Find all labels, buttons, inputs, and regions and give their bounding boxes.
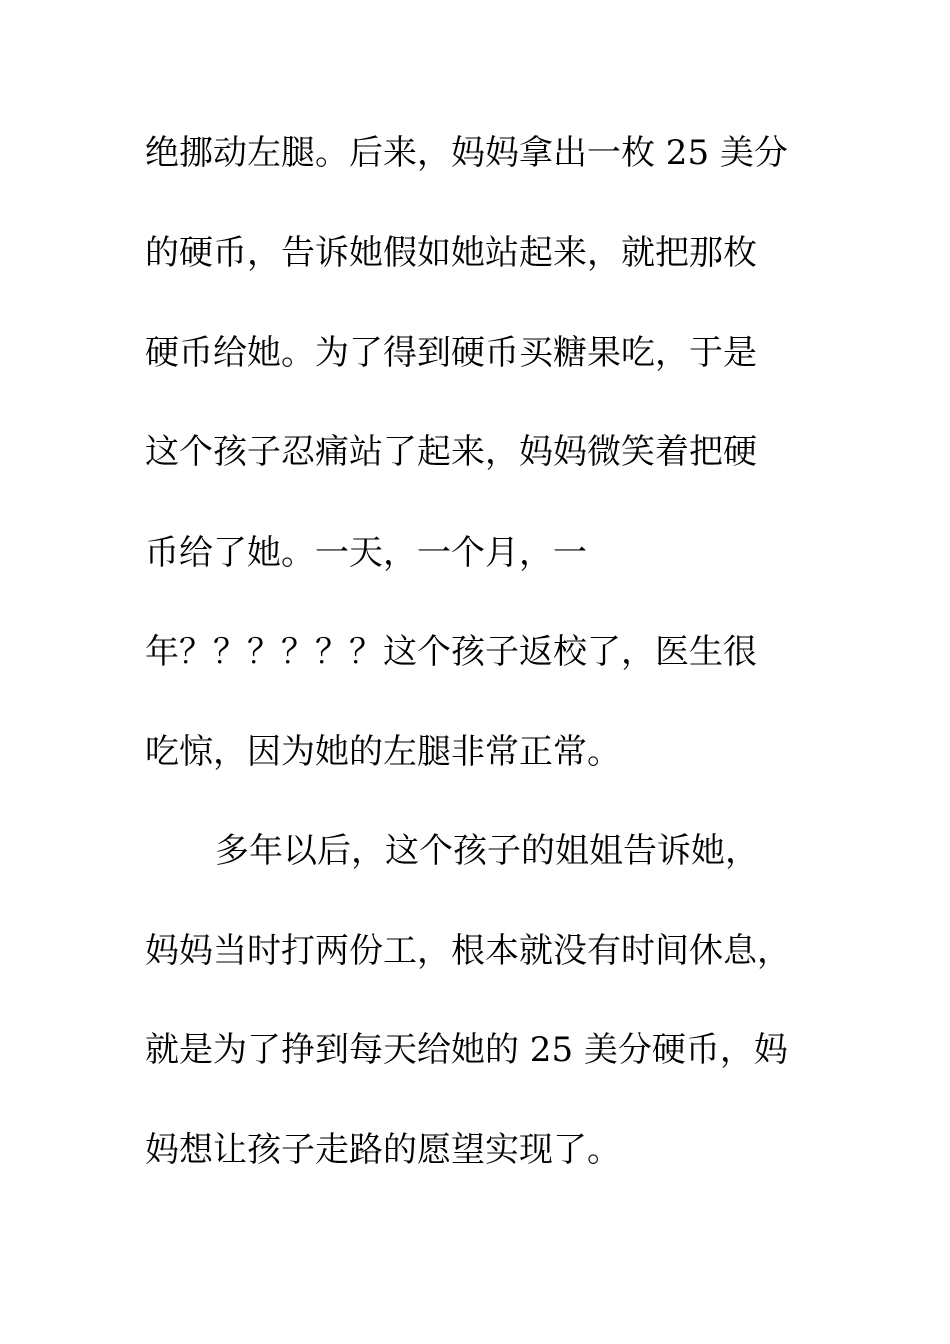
text-line: 的硬币，告诉她假如她站起来，就把那枚	[145, 233, 757, 273]
text-line: 这个孩子忍痛站了起来，妈妈微笑着把硬	[145, 432, 757, 472]
text-line: 吃惊，因为她的左腿非常正常。	[145, 732, 621, 772]
text-line: 绝挪动左腿。后来，妈妈拿出一枚 25 美分	[145, 133, 788, 173]
text-line: 年？？？？？？这个孩子返校了，医生很	[145, 632, 757, 672]
text-line: 妈妈当时打两份工，根本就没有时间休息，	[145, 931, 791, 971]
text-line: 就是为了挣到每天给她的 25 美分硬币，妈	[145, 1030, 788, 1070]
paragraph-first-line: 多年以后，这个孩子的姐姐告诉她，	[215, 831, 759, 871]
text-line: 硬币给她。为了得到硬币买糖果吃，于是	[145, 333, 757, 373]
text-line: 币给了她。一天，一个月，一	[145, 533, 587, 573]
text-line: 妈想让孩子走路的愿望实现了。	[145, 1130, 621, 1170]
